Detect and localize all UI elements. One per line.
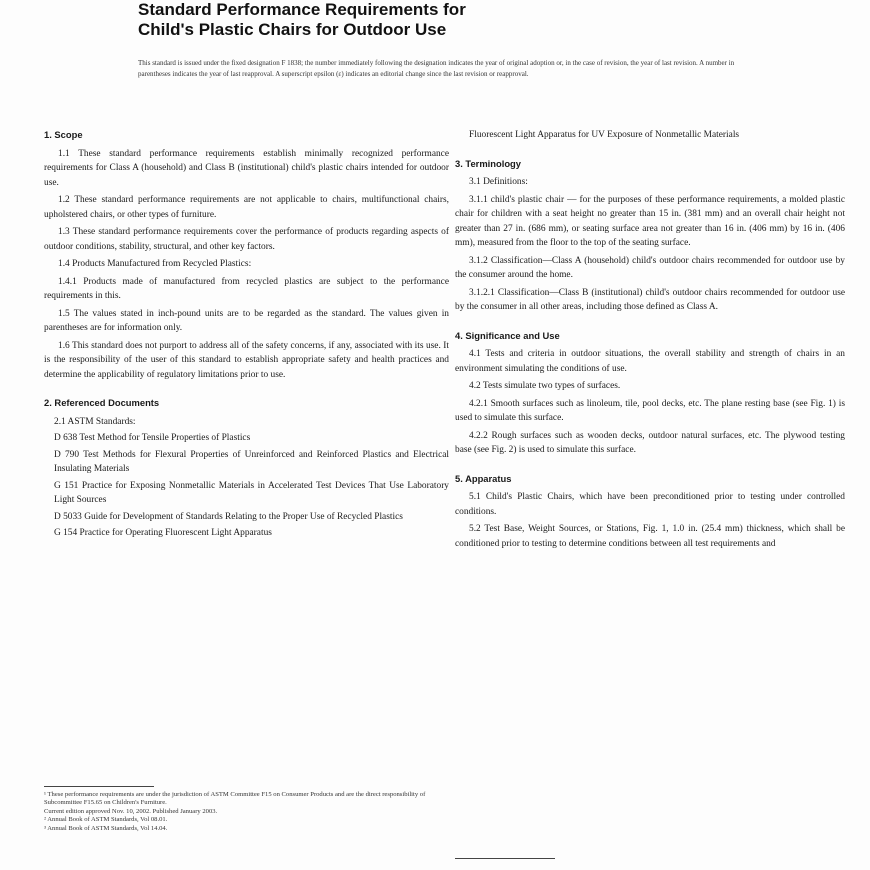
- paragraph: 3.1.2.1 Classification—Class B (institutional) child's outdoor chairs recommended for outdoor use by the consumer in all other areas, including those defined as Class A.: [455, 287, 845, 312]
- reference-item: G 154 Practice for Operating Fluorescent Light Apparatus: [54, 528, 272, 538]
- paragraph: 3.1.2 Classification—Class A (household) child's outdoor chairs recommended for outdoor use by the consumer around the home.: [455, 255, 845, 280]
- paragraph: 1.4.1 Products made of manufactured from recycled plastics are subject to the performance requirements in this.: [44, 276, 449, 301]
- paragraph: 4.2 Tests simulate two types of surfaces.: [469, 381, 621, 391]
- section-block: [44, 396, 449, 541]
- reference-item: G 151 Practice for Exposing Nonmetallic Materials in Accelerated Test Devices That Use Laboratory Light Sources: [54, 480, 449, 505]
- section-heading: 1. Scope: [44, 129, 83, 140]
- title-line-1: Standard Performance Requirements for: [138, 0, 466, 19]
- document-title: [138, 0, 758, 40]
- section-heading: 5. Apparatus: [455, 472, 512, 484]
- paragraph: 4.1 Tests and criteria in outdoor situations, the overall stability and strength of chairs in an environment simulating the conditions of use.: [455, 349, 845, 374]
- paragraph: 4.2.1 Smooth surfaces such as linoleum, tile, pool decks, etc. The plane resting base (see Fig. 1) is used to simulate this surface.: [455, 398, 845, 423]
- paragraph: 1.1 These standard performance requirements establish minimally recognized performance requirements for Class A (household) and Class B (institutional) child's plastic chairs intended for outdoor use.: [44, 148, 449, 188]
- footnote: ² Annual Book of ASTM Standards, Vol 08.01.: [44, 816, 168, 824]
- footnotes: [44, 786, 449, 833]
- right-column: [455, 128, 845, 565]
- paragraph: 1.3 These standard performance requirements cover the performance of products regarding aspects of outdoor conditions, stability, structural, and other key factors.: [44, 227, 449, 252]
- paragraph: 4.2.2 Rough surfaces such as wooden decks, outdoor natural surfaces, etc. The plywood testing base (see Fig. 2) is used to simulate this surface.: [455, 430, 845, 455]
- title-line-2: Child's Plastic Chairs for Outdoor Use: [138, 20, 447, 39]
- reference-item: D 5033 Guide for Development of Standards Relating to the Proper Use of Recycled Plastics: [54, 511, 403, 522]
- paragraph: 3.1 Definitions:: [469, 177, 528, 187]
- paragraph: 3.1.1 child's plastic chair — for the purposes of these performance requirements, a molded plastic chair for children with a seat height no greater than 15 in. (381 mm) and an overall chair height not greater than 27 in. (686 mm), or seating surface area not greater than 16 in. (406 mm) by 16 in. (406 mm), measured from the floor to the top of the seating surface.: [455, 194, 845, 248]
- section-heading: 4. Significance and Use: [455, 329, 560, 341]
- reference-item: D 638 Test Method for Tensile Properties of Plastics: [54, 433, 251, 443]
- footnote: Current edition approved Nov. 10, 2002. Published January 2003.: [44, 807, 218, 815]
- paragraph: 5.1 Child's Plastic Chairs, which have been preconditioned prior to testing under controlled conditions.: [455, 492, 845, 517]
- paragraph: 1.6 This standard does not purport to address all of the safety concerns, if any, associated with its use. It is the responsibility of the user of this standard to establish appropriate safety and health practices and determine the applicability of regulatory limitations prior to use.: [44, 340, 449, 380]
- paragraph: Fluorescent Light Apparatus for UV Exposure of Nonmetallic Materials: [469, 130, 740, 140]
- footnote: ¹ These performance requirements are under the jurisdiction of ASTM Committee F15 on Consumer Products and are the direct responsibility of Subcommittee F15.65 on Children's Furniture.: [44, 791, 426, 807]
- paragraph: 1.2 These standard performance requirements are not applicable to chairs, multifunctional chairs, upholstered chairs, or other types of furniture.: [44, 195, 449, 220]
- section-heading: 3. Terminology: [455, 157, 521, 169]
- footnote: ³ Annual Book of ASTM Standards, Vol 14.04.: [44, 824, 168, 832]
- section-block: [455, 329, 845, 458]
- footnote-divider: [44, 786, 154, 787]
- section-heading: 2. Referenced Documents: [44, 397, 160, 408]
- section-block: [455, 128, 845, 143]
- section-block: [44, 128, 449, 382]
- right-column-divider: [455, 858, 555, 859]
- reference-item: D 790 Test Methods for Flexural Properties of Unreinforced and Reinforced Plastics and Electrical Insulating Materials: [54, 449, 449, 474]
- paragraph: 1.5 The values stated in inch-pound units are to be regarded as the standard. The values given in parentheses are for information only.: [44, 308, 449, 333]
- section-block: [455, 157, 845, 315]
- section-block: [455, 472, 845, 552]
- footnote-list: [44, 791, 449, 833]
- paragraph: 5.2 Test Base, Weight Sources, or Stations, Fig. 1, 1.0 in. (25.4 mm) thickness, which shall be conditioned prior to testing to determine conditions between all test requirements and: [455, 524, 845, 549]
- paragraph: 1.4 Products Manufactured from Recycled Plastics:: [58, 259, 252, 269]
- left-column: [44, 128, 449, 555]
- reference-item: 2.1 ASTM Standards:: [54, 416, 136, 427]
- designation-notice: This standard is issued under the fixed designation F 1838; the number immediately following the designation indicates the year of original adoption or, in the case of revision, the year of last revision. A number in parentheses indicates the year of last reapproval. A superscript epsilon (ε) indicates an editorial change since the last revision or reapproval.: [138, 59, 735, 78]
